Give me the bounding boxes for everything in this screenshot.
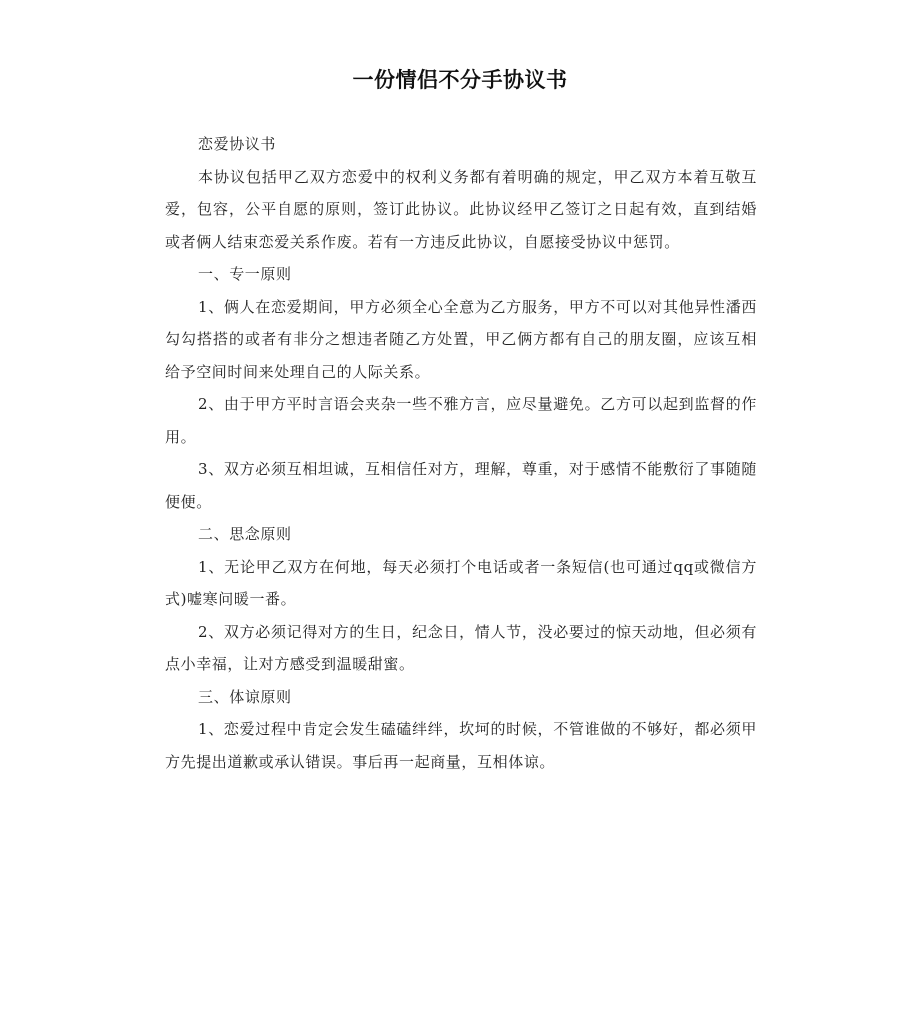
section-heading-missing: 二、思念原则 (198, 525, 292, 543)
section-heading-loyalty: 一、专一原则 (198, 265, 292, 283)
paragraph-loyalty-2: 2、由于甲方平时言语会夹杂一些不雅方言，应尽量避免。乙方可以起到监督的作用。 (165, 395, 757, 446)
section-heading-understanding: 三、体谅原则 (198, 687, 292, 706)
paragraph-heading-agreement: 恋爱协议书 (198, 135, 277, 153)
document-title: 一份情侣不分手协议书 (352, 68, 568, 92)
paragraph-missing-2: 2、双方必须记得对方的生日，纪念日，情人节，没必要过的惊天动地，但必须有点小幸福，让对方感受到温暖甜蜜。 (165, 622, 757, 673)
paragraph-missing-1: 1、无论甲乙双方在何地，每天必须打个电话或者一条短信(也可通过qq或微信方式)嘘寒问暖一番。 (165, 557, 757, 608)
paragraph-understanding-1: 1、恋爱过程中肯定会发生磕磕绊绊，坎坷的时候，不管谁做的不够好，都必须甲方先提出道歉或承认错误。事后再一起商量，互相体谅。 (165, 720, 757, 771)
paragraph-loyalty-3: 3、双方必须互相坦诚，互相信任对方，理解，尊重，对于感情不能敷衍了事随随便便。 (165, 460, 757, 511)
document-body (165, 128, 757, 778)
paragraph-loyalty-1: 1、俩人在恋爱期间，甲方必须全心全意为乙方服务，甲方不可以对其他异性潘西勾勾搭搭的或者有非分之想违者随乙方处置，甲乙俩方都有自己的朋友圈，应该互相给予空间时间来处理自己的人际关系。 (165, 297, 757, 381)
paragraph-intro: 本协议包括甲乙双方恋爱中的权利义务都有着明确的规定，甲乙双方本着互敬互爱，包容，公平自愿的原则，签订此协议。此协议经甲乙签订之日起有效，直到结婚或者俩人结束恋爱关系作废。若有一方违反此协议，自愿接受协议中惩罚。 (165, 167, 757, 251)
